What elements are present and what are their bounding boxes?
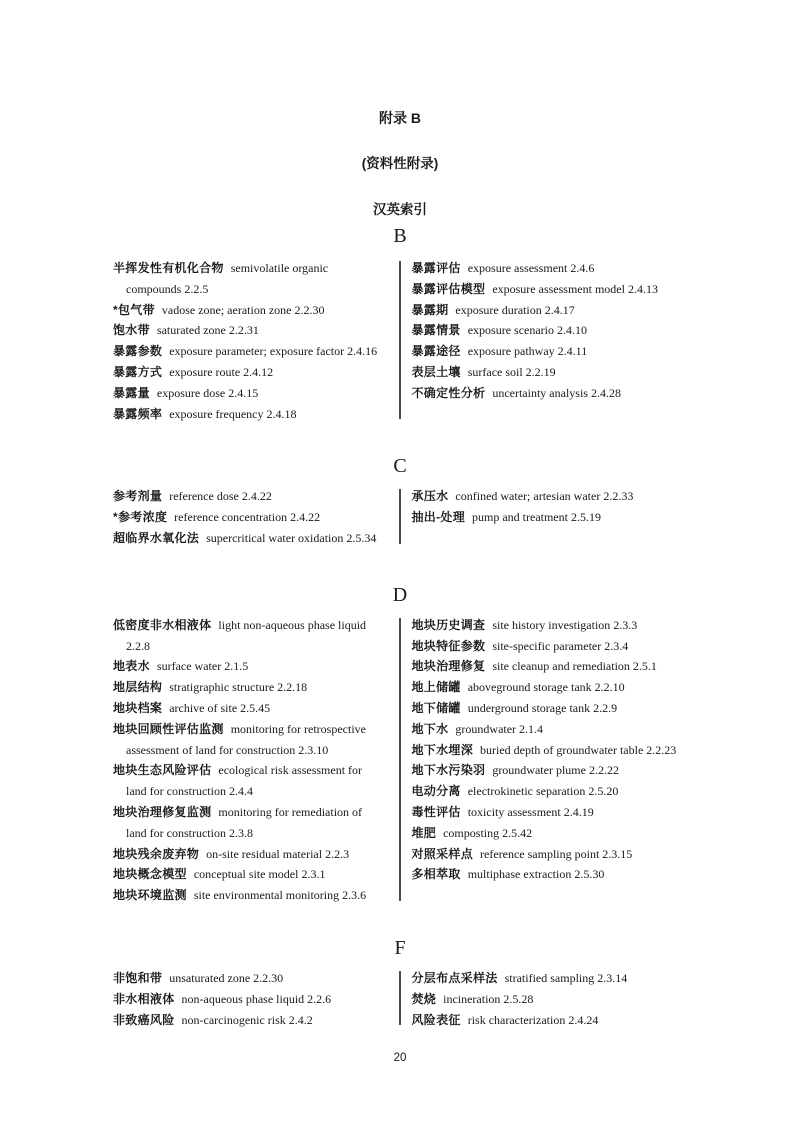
term-english: aboveground storage tank 2.2.10 <box>467 680 625 695</box>
term-chinese: 地块回顾性评估监测 <box>113 721 224 736</box>
index-entry <box>113 507 399 528</box>
column-right <box>401 615 700 906</box>
term-chinese: 暴露评估 <box>411 261 461 275</box>
section-letter: D <box>392 583 408 606</box>
term-chinese: 对照采样点 <box>411 846 474 861</box>
term-english: site-specific parameter 2.3.4 <box>492 638 629 653</box>
term-chinese: 地上储罐 <box>411 680 461 695</box>
entry-line <box>412 258 700 279</box>
index-entry <box>412 740 700 761</box>
index-entry <box>412 320 700 341</box>
index-section-D <box>0 585 800 906</box>
index-entry <box>412 677 700 698</box>
term-chinese: 地块概念模型 <box>113 867 187 882</box>
term-english: light non-aqueous phase liquid <box>218 617 367 632</box>
index-entry <box>113 760 399 802</box>
section-columns <box>113 615 800 906</box>
term-english: conceptual site model 2.3.1 <box>193 867 326 882</box>
entry-continuation: compounds 2.2.5 <box>126 281 209 296</box>
section-letter: B <box>393 225 407 247</box>
entry-line <box>412 341 700 362</box>
entry-line <box>412 320 700 341</box>
entry-continuation: land for construction 2.3.8 <box>126 825 253 840</box>
term-english: exposure route 2.4.12 <box>169 364 274 379</box>
column-left <box>113 258 399 424</box>
term-english: site cleanup and remediation 2.5.1 <box>492 659 657 674</box>
index-entry <box>113 404 399 425</box>
entry-line <box>412 507 700 528</box>
column-right <box>401 258 700 424</box>
index-entry <box>113 844 399 865</box>
term-chinese: 地块生态风险评估 <box>113 763 212 778</box>
index-entry <box>412 615 700 636</box>
term-chinese: *参考浓度 <box>113 510 168 525</box>
entry-continuation: 2.2.8 <box>126 638 150 653</box>
index-entry <box>412 486 700 507</box>
term-chinese: 非致癌风险 <box>113 1012 175 1027</box>
term-english: archive of site 2.5.45 <box>169 700 271 715</box>
term-chinese: 地下储罐 <box>411 700 461 715</box>
entry-line <box>113 656 399 677</box>
term-english: surface water 2.1.5 <box>156 659 249 674</box>
term-english: toxicity assessment 2.4.19 <box>467 804 594 819</box>
entry-continuation: land for construction 2.4.4 <box>126 784 253 799</box>
entry-line <box>412 823 700 844</box>
term-chinese: 暴露途径 <box>411 344 461 359</box>
term-english: exposure parameter; exposure factor 2.4.16 <box>169 344 378 359</box>
term-chinese: 毒性评估 <box>411 804 461 819</box>
entry-line <box>113 486 399 507</box>
term-chinese: 暴露量 <box>113 385 150 400</box>
term-english: groundwater plume 2.2.22 <box>492 763 619 778</box>
term-chinese: 抽出-处理 <box>411 510 465 525</box>
index-entry <box>412 300 700 321</box>
term-english: monitoring for retrospective <box>230 721 366 736</box>
term-english: confined water; artesian water 2.2.33 <box>455 489 634 504</box>
term-chinese: 承压水 <box>411 489 449 504</box>
index-entry <box>113 656 399 677</box>
entry-line <box>412 989 700 1010</box>
term-chinese: 地块环境监测 <box>113 888 187 903</box>
entry-line <box>412 486 700 507</box>
index-entry <box>113 528 399 549</box>
index-entry <box>113 989 399 1010</box>
entry-line <box>412 362 700 383</box>
term-chinese: 风险表征 <box>411 1012 461 1027</box>
term-chinese: 分层布点采样法 <box>411 970 498 985</box>
index-entry <box>113 1010 399 1031</box>
appendix-title: 附录 B <box>379 110 421 126</box>
index-entry <box>113 698 399 719</box>
term-english: stratigraphic structure 2.2.18 <box>169 680 308 695</box>
entry-line <box>113 362 399 383</box>
entry-line <box>113 844 399 865</box>
term-chinese: 地块档案 <box>113 700 163 715</box>
index-entry <box>412 698 700 719</box>
index-entry <box>113 300 399 321</box>
term-chinese: 低密度非水相液体 <box>113 617 212 632</box>
index-entry <box>412 844 700 865</box>
entry-line <box>113 802 399 823</box>
index-title: 汉英索引 <box>373 202 427 217</box>
entry-line <box>113 885 399 906</box>
entry-line <box>113 341 399 362</box>
entry-line <box>412 615 700 636</box>
index-entry <box>412 507 700 528</box>
term-english: non-carcinogenic risk 2.4.2 <box>181 1012 313 1027</box>
term-english: exposure scenario 2.4.10 <box>467 323 587 338</box>
entry-line <box>113 760 399 781</box>
entry-line <box>412 740 700 761</box>
term-english: stratified sampling 2.3.14 <box>504 970 628 985</box>
entry-line <box>113 507 399 528</box>
term-chinese: 地下水污染羽 <box>411 763 486 778</box>
term-chinese: 地块治理修复监测 <box>113 804 212 819</box>
entry-line <box>412 844 700 865</box>
index-entry <box>113 885 399 906</box>
entry-line <box>113 258 399 279</box>
term-chinese: 半挥发性有机化合物 <box>113 261 224 275</box>
index-entry <box>113 615 399 657</box>
index-entry <box>412 341 700 362</box>
entry-line <box>113 677 399 698</box>
index-entry <box>412 823 700 844</box>
entry-line <box>113 320 399 341</box>
entry-line <box>412 968 700 989</box>
entry-line <box>113 719 399 740</box>
page-number: 20 <box>393 1052 407 1065</box>
index-section-F <box>0 938 800 1030</box>
column-left <box>113 486 399 548</box>
index-entry <box>412 279 700 300</box>
term-chinese: 暴露参数 <box>113 344 163 359</box>
term-chinese: 堆肥 <box>411 825 437 840</box>
term-chinese: 地下水 <box>411 721 449 736</box>
entry-line <box>412 300 700 321</box>
term-english: vadose zone; aeration zone 2.2.30 <box>161 302 325 317</box>
term-chinese: 地块特征参数 <box>411 638 486 653</box>
term-chinese: 多相萃取 <box>411 867 461 882</box>
document-header <box>0 0 800 218</box>
term-english: saturated zone 2.2.31 <box>156 323 259 338</box>
term-chinese: 不确定性分析 <box>411 385 486 400</box>
term-english: site environmental monitoring 2.3.6 <box>193 888 367 903</box>
index-entry <box>412 656 700 677</box>
appendix-type-label: (资料性附录) <box>361 156 439 171</box>
entry-line <box>113 300 399 321</box>
term-english: pump and treatment 2.5.19 <box>472 510 601 525</box>
term-english: uncertainty analysis 2.4.28 <box>492 385 621 400</box>
entry-line <box>412 279 700 300</box>
term-chinese: 地块历史调查 <box>411 617 486 632</box>
entry-line <box>113 383 399 404</box>
index-entry <box>412 864 700 885</box>
section-columns <box>113 968 800 1030</box>
entry-line <box>412 656 700 677</box>
index-entry <box>113 362 399 383</box>
term-english: reference concentration 2.4.22 <box>174 510 321 525</box>
term-chinese: 超临界水氧化法 <box>113 530 200 545</box>
term-chinese: 地表水 <box>113 659 150 674</box>
term-english: ecological risk assessment for <box>218 763 363 778</box>
index-section-C <box>0 456 800 548</box>
term-english: risk characterization 2.4.24 <box>467 1012 599 1027</box>
term-english: underground storage tank 2.2.9 <box>467 700 618 715</box>
term-english: groundwater 2.1.4 <box>455 721 544 736</box>
entry-line <box>412 719 700 740</box>
column-left <box>113 615 399 906</box>
entry-line <box>412 864 700 885</box>
term-chinese: *包气带 <box>113 302 155 317</box>
index-entry <box>412 258 700 279</box>
term-english: supercritical water oxidation 2.5.34 <box>206 530 377 545</box>
term-english: semivolatile organic <box>230 261 329 275</box>
index-entry <box>113 383 399 404</box>
entry-line <box>113 528 399 549</box>
entry-line <box>113 989 399 1010</box>
term-english: reference sampling point 2.3.15 <box>480 846 633 861</box>
index-entry <box>113 968 399 989</box>
term-english: electrokinetic separation 2.5.20 <box>467 784 619 799</box>
entry-line <box>412 760 700 781</box>
entry-line <box>113 615 399 636</box>
term-chinese: 暴露情景 <box>411 323 461 338</box>
index-entry <box>113 341 399 362</box>
entry-line <box>412 698 700 719</box>
index-entry <box>113 320 399 341</box>
section-letter: C <box>393 455 407 478</box>
term-chinese: 表层土壤 <box>411 364 461 379</box>
index-entry <box>412 1010 700 1031</box>
entry-line <box>113 698 399 719</box>
index-entry <box>412 636 700 657</box>
index-entry <box>113 677 399 698</box>
entry-continuation: assessment of land for construction 2.3.10 <box>126 742 329 757</box>
term-chinese: 地下水埋深 <box>411 742 474 757</box>
term-chinese: 地块治理修复 <box>411 659 486 674</box>
index-sections <box>0 226 800 1030</box>
term-chinese: 暴露评估模型 <box>411 281 486 296</box>
term-english: monitoring for remediation of <box>218 804 363 819</box>
index-entry <box>113 802 399 844</box>
term-english: site history investigation 2.3.3 <box>492 617 638 632</box>
entry-line <box>412 802 700 823</box>
index-entry <box>113 864 399 885</box>
entry-line <box>113 968 399 989</box>
section-columns <box>113 486 800 548</box>
column-left <box>113 968 399 1030</box>
term-chinese: 焚烧 <box>411 991 437 1006</box>
index-entry <box>113 258 399 300</box>
entry-line <box>412 636 700 657</box>
term-english: exposure duration 2.4.17 <box>455 302 575 317</box>
term-english: on-site residual material 2.2.3 <box>206 846 350 861</box>
term-chinese: 地层结构 <box>113 680 163 695</box>
term-english: incineration 2.5.28 <box>443 991 534 1006</box>
term-chinese: 地块残余废弃物 <box>113 846 200 861</box>
term-english: exposure assessment 2.4.6 <box>467 261 595 275</box>
term-english: exposure frequency 2.4.18 <box>169 406 297 421</box>
index-entry <box>113 719 399 761</box>
term-chinese: 非饱和带 <box>113 970 163 985</box>
term-english: non-aqueous phase liquid 2.2.6 <box>181 991 332 1006</box>
term-english: buried depth of groundwater table 2.2.23 <box>480 742 677 757</box>
section-columns <box>113 258 800 424</box>
index-entry <box>412 362 700 383</box>
section-letter: F <box>394 936 406 959</box>
term-chinese: 参考剂量 <box>113 489 163 504</box>
term-english: multiphase extraction 2.5.30 <box>467 867 605 882</box>
entry-line <box>412 383 700 404</box>
entry-line <box>412 1010 700 1031</box>
term-english: exposure dose 2.4.15 <box>156 385 259 400</box>
entry-line <box>113 1010 399 1031</box>
term-english: exposure assessment model 2.4.13 <box>492 281 658 296</box>
index-entry <box>412 719 700 740</box>
index-entry <box>412 802 700 823</box>
term-english: exposure pathway 2.4.11 <box>467 344 588 359</box>
column-right <box>401 486 700 548</box>
index-entry <box>412 781 700 802</box>
entry-line <box>412 781 700 802</box>
entry-line <box>113 864 399 885</box>
term-chinese: 暴露方式 <box>113 364 163 379</box>
term-chinese: 非水相液体 <box>113 991 175 1006</box>
index-section-B <box>0 226 800 424</box>
term-english: surface soil 2.2.19 <box>467 364 556 379</box>
index-entry <box>412 968 700 989</box>
index-entry <box>412 760 700 781</box>
index-entry <box>113 486 399 507</box>
column-right <box>401 968 700 1030</box>
term-chinese: 暴露期 <box>411 302 449 317</box>
entry-line <box>412 677 700 698</box>
term-chinese: 电动分离 <box>411 784 461 799</box>
index-entry <box>412 989 700 1010</box>
entry-line <box>113 404 399 425</box>
index-entry <box>412 383 700 404</box>
term-english: unsaturated zone 2.2.30 <box>169 970 284 985</box>
term-chinese: 饱水带 <box>113 323 150 338</box>
term-chinese: 暴露频率 <box>113 406 163 421</box>
term-english: composting 2.5.42 <box>443 825 533 840</box>
term-english: reference dose 2.4.22 <box>169 489 272 504</box>
